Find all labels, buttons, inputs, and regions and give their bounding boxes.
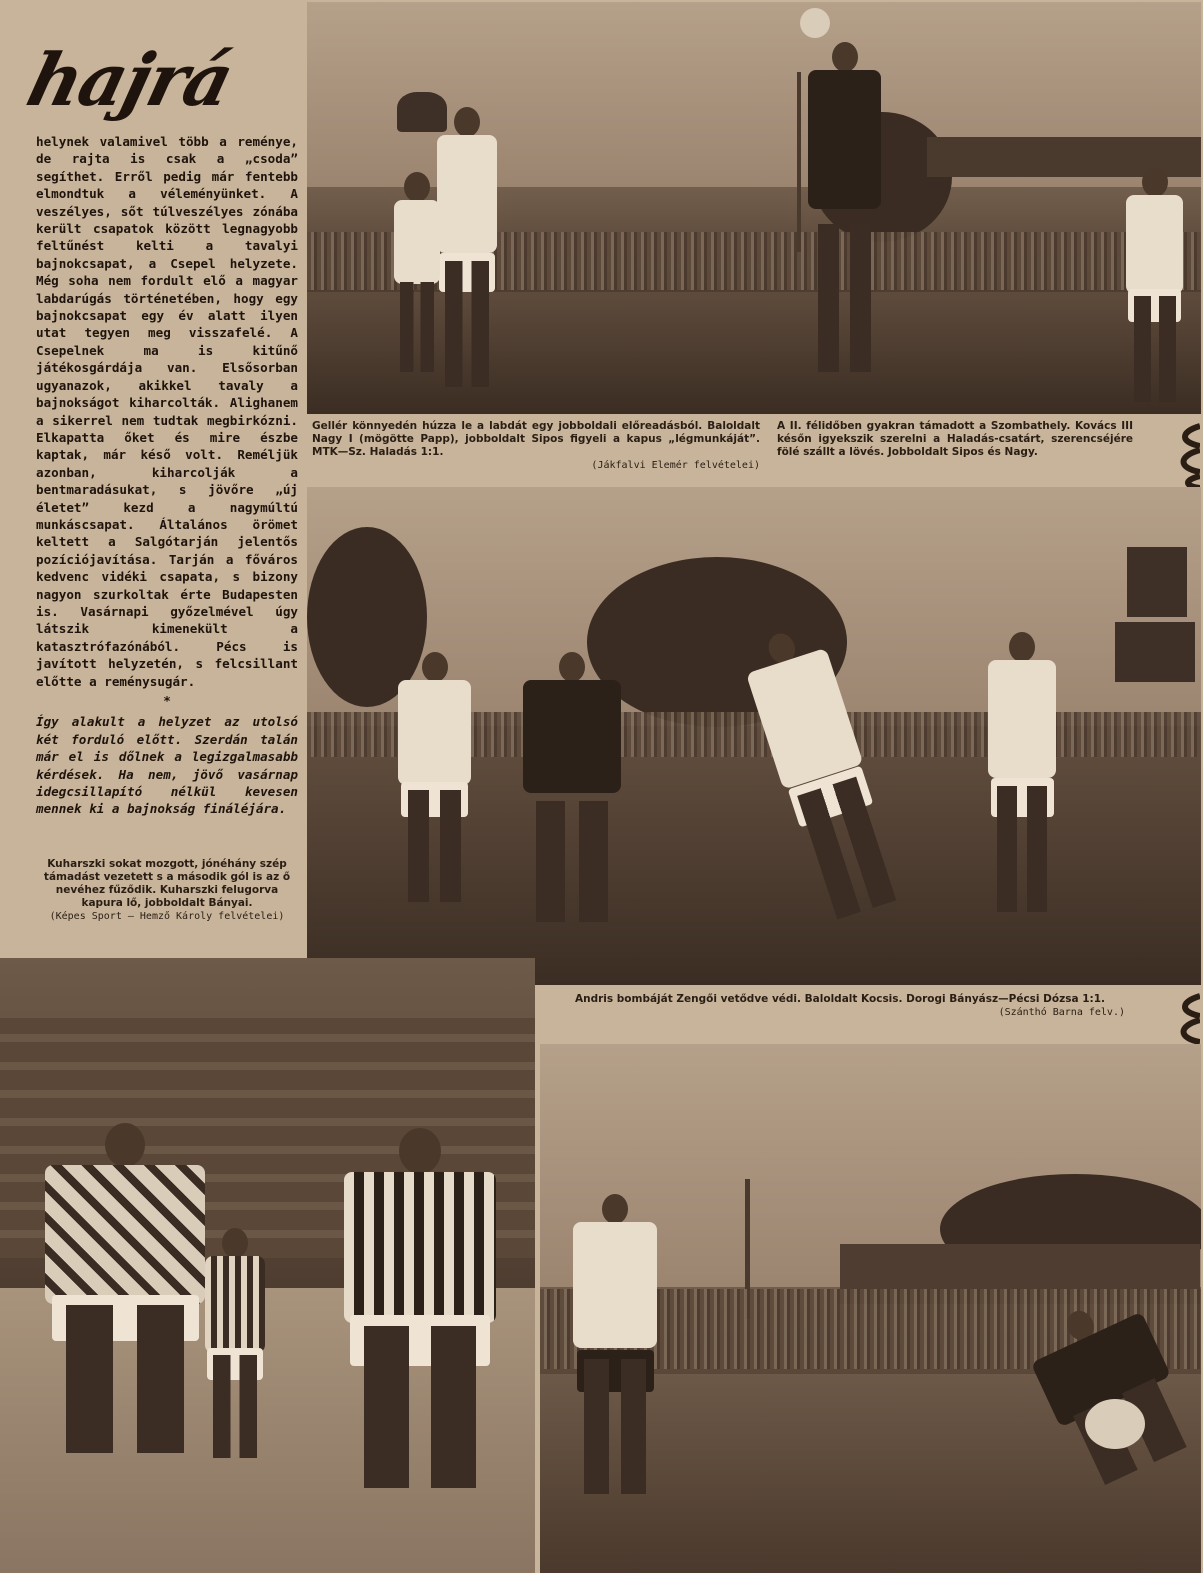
wave-ornament-bottom: [1160, 992, 1200, 1044]
attack-photo: [307, 487, 1201, 985]
kuharszki-shot-photo: [0, 958, 535, 1573]
caption-szombathely-text: A II. félidőben gyakran támadott a Szombathely. Kovács III későn igyekszik szerelni a Haladás-csatárt, szerencséjére fölé szállt a lövés. Jobboldalt Sipos és Nagy.: [777, 420, 1133, 458]
article-column: [36, 133, 298, 818]
caption-kuharszki-text: Kuharszki sokat mozgott, jónéhány szép támadást vezetett s a második gól is az ő nevéhez fűződik. Kuharszki felugorva kapura lő, jobboldalt Bányai.: [43, 858, 291, 909]
caption-andris-text: Andris bombáját Zengői vetődve védi. Baloldalt Kocsis. Dorogi Bányász—Pécsi Dózsa 1:1.: [574, 993, 1106, 1005]
caption-geller-text: Gellér könnyedén húzza le a labdát egy jobboldali előreadásból. Baloldalt Nagy I (mögötte Papp), jobboldalt Sipos figyeli a kapus „légmunkáját”. MTK—Sz. Haladás 1:1.: [312, 420, 760, 458]
caption-geller-credit: (Jákfalvi Elemér felvételei): [591, 460, 760, 471]
article-separator: *: [163, 693, 171, 708]
goalkeeper-catching-photo: [307, 2, 1201, 414]
article-body: helynek valamivel több a reménye, de rajta is csak a „csoda” segíthet. Erről pedig már fentebb elmondtuk a véleményünket. A veszélyes, sőt túlveszélyes zónába került csapatok között legnagyobb feltűnést kelti a tavalyi bajnokcsapat, a Csepel helyzete. Még soha nem fordult elő a magyar labdarúgás történetében, hogy egy bajnokcsapat egy év alatt ilyen utat tegyen meg visszafelé. A Csepelnek ma is kitűnő játékosgárdája van. Elsősorban ugyanazok, akikkel tavaly a bajnokságot kiharcolták. Alighanem a sikerrel nem tudtak megbirkózni. Elkapatta őket és mire észbe kaptak, már késő volt. Reméljük azonban, kiharcolják a bentmaradásukat, s jövőre „új életet” kezd a nagymúltú munkáscsapat. Általános örömet keltett a Salgótarján jelentős pozíciójavítása. Tarján a főváros kedvenc vidéki csapata, s bizony nagyon szurkoltak érte Budapesten is. Vasárnapi győzelmével úgy látszik kimenekült a katasztrófazónából. Pécs is javított helyzetén, s felcsillant előtte a reménysugár.: [36, 134, 298, 689]
wave-ornament-top: [1160, 422, 1200, 488]
section-logo: hajrá: [19, 37, 241, 122]
caption-geller: [312, 420, 760, 472]
goalkeeper-dive-photo: [540, 1044, 1201, 1573]
caption-andris-credit: (Szánthó Barna felv.): [998, 1007, 1125, 1018]
caption-kuharszki: [36, 858, 298, 923]
caption-kuharszki-credit: (Képes Sport — Hemző Károly felvételei): [49, 911, 285, 922]
caption-andris: [555, 993, 1125, 1019]
article-closing: Így alakult a helyzet az utolsó két forduló előtt. Szerdán talán már el is dőlnek a legizgalmasabb kérdések. Ha nem, jövő vasárnap idegcsillapító nélkül kevesen mennek ki a bajnokság fináléjára.: [36, 714, 298, 817]
caption-szombathely: [777, 420, 1133, 459]
